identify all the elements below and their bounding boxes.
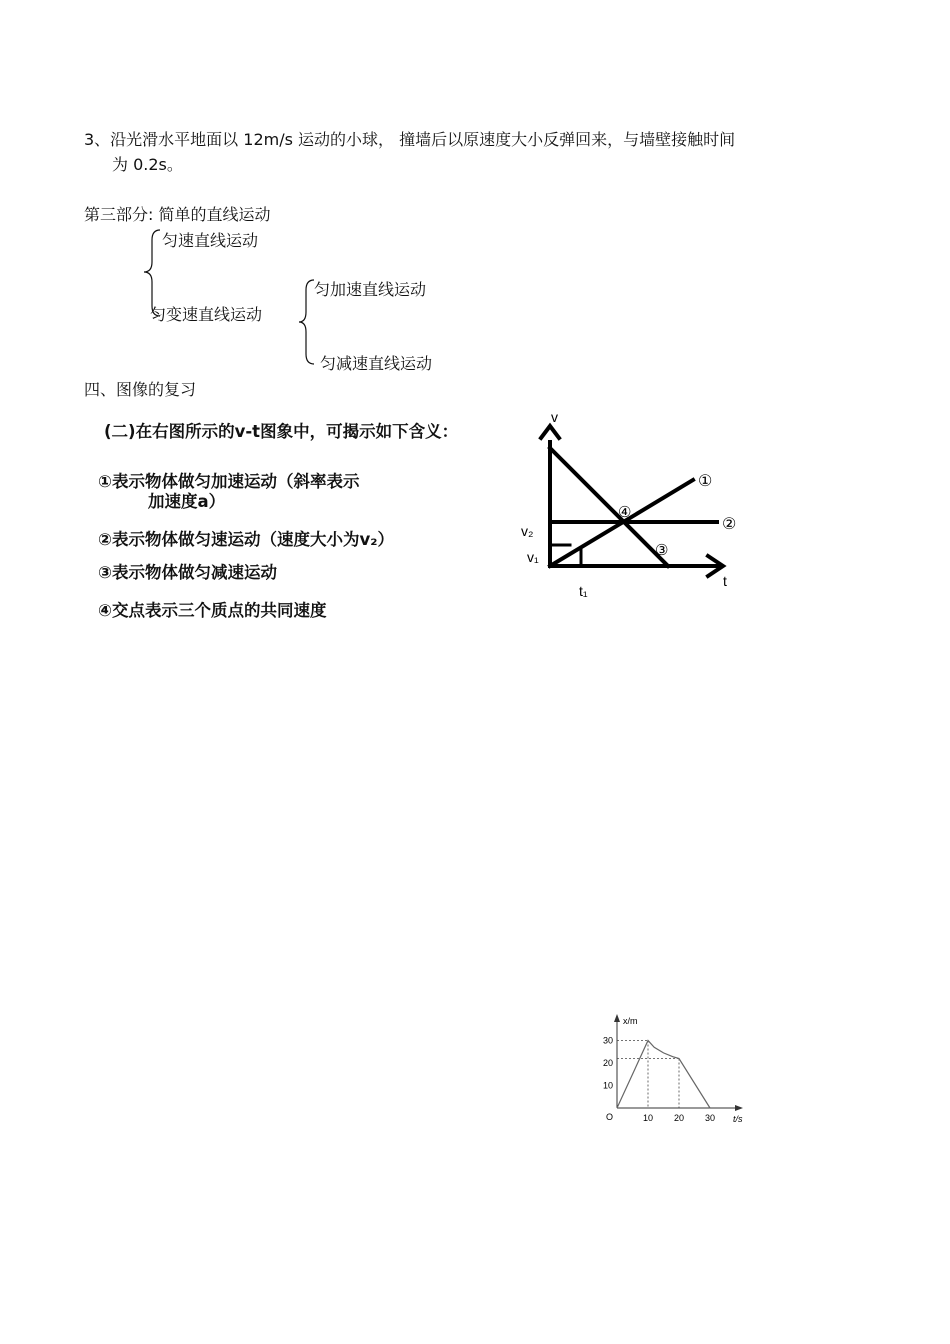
variable-motion-label: 匀变速直线运动 (150, 305, 263, 324)
vt-axis-t: t (723, 573, 727, 589)
xt-x-tick-10: 10 (643, 1113, 654, 1123)
problem3-line1: 3、沿光滑水平地面以 12m/s 运动的小球， 撞墙后以原速度大小反弹回来，与墙壁接触时间 (84, 130, 736, 149)
xt-x-tick-20: 20 (674, 1113, 685, 1123)
vt-marker-1: ① (698, 473, 713, 490)
vt-label-v1: v₁ (527, 549, 539, 565)
problem3-line2: 为 0.2s。 (112, 155, 183, 174)
accelerated-motion-label: 匀加速直线运动 (314, 280, 427, 299)
vt-item-2: ②表示物体做匀速运动（速度大小为v₂） (98, 530, 394, 549)
part4-title: 四、图像的复习 (84, 380, 197, 399)
vt-heading: (二)在右图所示的v-t图象中，可揭示如下含义： (104, 422, 459, 441)
xt-origin-label: O (606, 1112, 614, 1122)
vt-label-v2: v₂ (521, 523, 534, 539)
decelerated-motion-label: 匀减速直线运动 (320, 354, 433, 373)
uniform-motion-label: 匀速直线运动 (162, 231, 259, 250)
vt-marker-3: ③ (655, 542, 669, 559)
xt-y-arrow (614, 1014, 620, 1022)
vt-item-1a: ①表示物体做匀加速运动（斜率表示 (98, 472, 360, 491)
vt-label-t1: t₁ (579, 583, 588, 599)
vt-item-4: ④交点表示三个质点的共同速度 (98, 601, 327, 620)
xt-y-tick-10: 10 (603, 1080, 614, 1091)
vt-item-3: ③表示物体做匀减速运动 (98, 563, 277, 582)
xt-x-arrow (735, 1105, 743, 1111)
xt-y-tick-20: 20 (603, 1058, 614, 1068)
vt-marker-2: ② (722, 516, 737, 533)
vt-item-1b: 加速度a） (148, 492, 226, 511)
xt-xlabel: t/s (733, 1114, 743, 1124)
part3-title: 第三部分: 简单的直线运动 (84, 205, 271, 224)
vt-axis-v: v (551, 409, 558, 425)
vt-marker-4: ④ (618, 504, 632, 521)
xt-ylabel: x/m (623, 1016, 638, 1026)
xt-series-line (617, 1041, 710, 1109)
vt-graph (515, 400, 755, 605)
xt-x-tick-30: 30 (705, 1113, 716, 1123)
vt-v-arrow (541, 426, 559, 438)
xt-y-tick-30: 30 (603, 1035, 614, 1046)
xt-chart (595, 1008, 755, 1132)
